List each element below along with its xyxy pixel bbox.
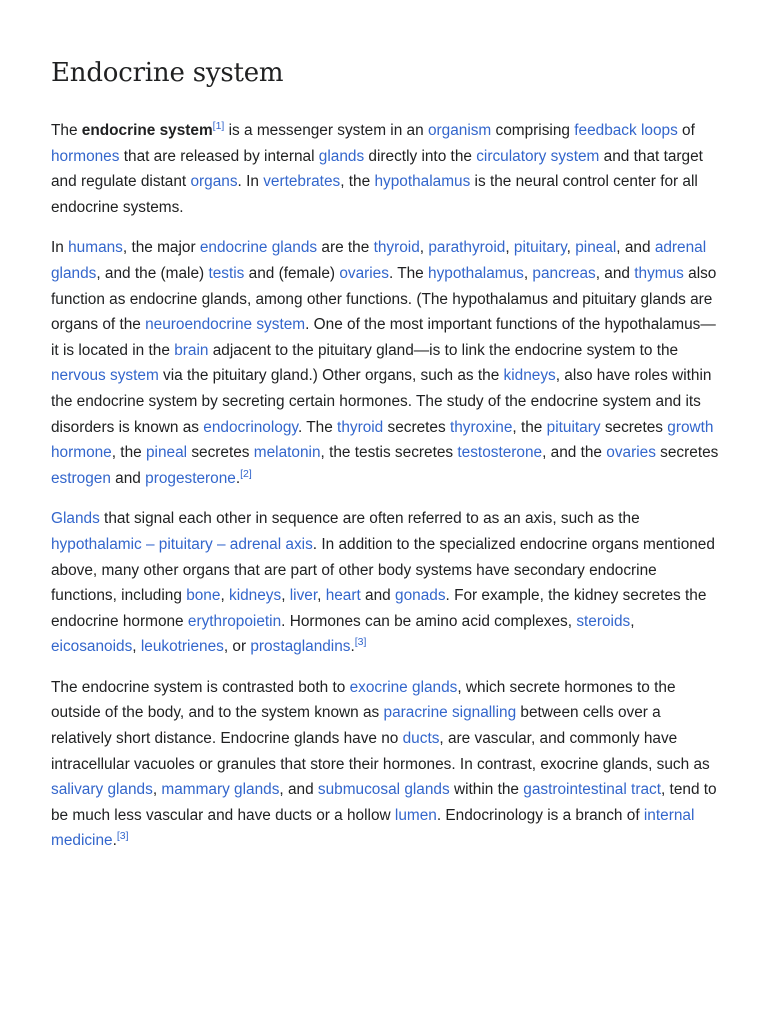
link-pituitary[interactable]: pituitary <box>546 418 601 436</box>
text-run: , <box>566 239 576 257</box>
text-run: . <box>350 638 355 656</box>
link-submucosal-glands[interactable]: submucosal glands <box>317 781 450 799</box>
text-run: via the pituitary gland.) Other organs, such as the <box>158 367 504 385</box>
text-run: . <box>235 469 241 487</box>
link-erythropoietin[interactable]: erythropoietin <box>187 612 282 630</box>
link-bone[interactable]: bone <box>186 587 221 605</box>
text-run: , which secrete hormones to the outside of the body, and to the system known as <box>51 678 676 722</box>
text-run: , tend to be much less vascular and have ducts or a hollow <box>51 781 717 824</box>
link-endocrinology[interactable]: endocrinology <box>203 418 298 436</box>
text-run: , the <box>340 173 375 191</box>
text-run: , and <box>279 781 318 799</box>
text-run: , and <box>616 239 655 257</box>
text-run: . One of the most important functions of the hypothalamus—it is located in the <box>51 316 716 359</box>
text-run: and <box>360 587 396 605</box>
link-mammary-glands[interactable]: mammary glands <box>161 781 280 799</box>
footnote-ref-3[interactable]: [3] <box>116 830 129 843</box>
link-estrogen[interactable]: estrogen <box>51 469 111 487</box>
bold-term: endocrine system <box>81 122 213 139</box>
link-thyroxine[interactable]: thyroxine <box>449 418 513 436</box>
text-run: that signal each other in sequence are often referred to as an axis, such as the <box>99 510 640 528</box>
paragraph-2 <box>51 235 723 491</box>
text-run: secretes <box>187 444 254 462</box>
link-leukotrienes[interactable]: leukotrienes <box>140 638 224 656</box>
text-run: , <box>132 638 141 656</box>
link-growth-hormone[interactable]: growth hormone <box>51 418 714 462</box>
text-run: and (female) <box>244 264 340 282</box>
text-run: . In <box>237 173 264 191</box>
link-testosterone[interactable]: testosterone <box>457 444 543 462</box>
text-run: , <box>317 587 326 605</box>
text-run: of <box>677 122 695 139</box>
link-brain[interactable]: brain <box>174 341 209 359</box>
link-lumen[interactable]: lumen <box>394 806 437 824</box>
text-run: . For example, the kidney secretes the endocrine hormone <box>51 587 707 630</box>
text-run: . The <box>388 264 429 282</box>
text-run: , and the (male) <box>96 264 209 282</box>
text-run: within the <box>449 781 524 799</box>
link-progesterone[interactable]: progesterone <box>145 469 236 487</box>
text-run: The <box>51 122 82 139</box>
text-run: and <box>110 469 146 487</box>
text-run: In <box>51 239 69 257</box>
link-liver[interactable]: liver <box>289 587 318 605</box>
text-run: , <box>630 612 635 630</box>
link-thyroid[interactable]: thyroid <box>373 239 420 257</box>
link-heart[interactable]: heart <box>325 587 361 605</box>
link-kidneys[interactable]: kidneys <box>503 367 556 385</box>
link-glands[interactable]: Glands <box>51 510 100 528</box>
page-title: Endocrine system <box>51 58 284 88</box>
link-pancreas[interactable]: pancreas <box>532 264 596 282</box>
text-run: The endocrine system is contrasted both to <box>51 678 350 696</box>
link-humans[interactable]: humans <box>68 239 123 257</box>
link-ovaries[interactable]: ovaries <box>339 264 389 282</box>
text-run: , and <box>595 264 635 282</box>
text-run: is the neural control center for all endocrine systems. <box>51 173 698 216</box>
text-run: , and the <box>542 444 607 462</box>
link-gastrointestinal-tract[interactable]: gastrointestinal tract <box>523 781 661 799</box>
link-neuroendocrine-system[interactable]: neuroendocrine system <box>145 316 306 334</box>
link-pineal[interactable]: pineal <box>145 444 188 462</box>
link-internal-medicine[interactable]: internal medicine <box>51 806 695 850</box>
text-run: , <box>281 587 290 605</box>
footnote-ref-3[interactable]: [3] <box>354 636 367 649</box>
link-organism[interactable]: organism <box>427 122 492 139</box>
footnote-ref-2[interactable]: [2] <box>240 467 252 480</box>
link-eicosanoids[interactable]: eicosanoids <box>51 638 133 656</box>
text-run: . The <box>297 418 338 436</box>
link-nervous-system[interactable]: nervous system <box>51 367 159 385</box>
link-steroids[interactable]: steroids <box>576 612 631 630</box>
paragraph-1 <box>51 118 723 220</box>
link-vertebrates[interactable]: vertebrates <box>263 173 341 191</box>
link-salivary-glands[interactable]: salivary glands <box>51 781 153 799</box>
text-run: , are vascular, and commonly have intracellular vacuoles or granules that store their hormones. In contrast, exocrine glands, such as <box>51 730 710 773</box>
text-run: . In addition to the specialized endocrine organs mentioned above, many other organs that are part of other body systems have secondary endocrine functions, including <box>51 535 715 605</box>
link-hypothalamic-pituitary-adrenal-axis[interactable]: hypothalamic – pituitary – adrenal axis <box>51 535 313 553</box>
text-run: and that target and regulate distant <box>51 147 703 191</box>
text-run: are the <box>317 239 374 257</box>
text-run: , the <box>111 444 146 462</box>
text-run: , the <box>512 418 547 436</box>
link-ducts[interactable]: ducts <box>402 730 440 748</box>
link-pituitary[interactable]: pituitary <box>513 239 567 257</box>
paragraph-4 <box>51 675 723 854</box>
text-run: between cells over a relatively short distance. Endocrine glands have no <box>51 704 661 748</box>
text-run: , <box>523 264 533 282</box>
text-run: directly into the <box>364 147 477 165</box>
link-glands[interactable]: glands <box>318 147 365 165</box>
link-thymus[interactable]: thymus <box>634 264 684 282</box>
text-run: secretes <box>600 418 668 436</box>
article-body <box>51 118 723 854</box>
link-testis[interactable]: testis <box>208 264 245 282</box>
link-parathyroid[interactable]: parathyroid <box>428 239 506 257</box>
link-ovaries[interactable]: ovaries <box>606 444 656 462</box>
link-paracrine-signalling[interactable]: paracrine signalling <box>383 704 517 722</box>
link-hormones[interactable]: hormones <box>51 147 120 165</box>
text-run: secretes <box>655 444 719 462</box>
article <box>51 50 723 869</box>
text-run: is a messenger system in an <box>224 122 428 139</box>
text-run: , or <box>223 638 251 656</box>
link-feedback-loops[interactable]: feedback loops <box>574 122 678 139</box>
text-run: . Endocrinology is a branch of <box>436 806 644 824</box>
text-run: comprising <box>491 122 575 139</box>
text-run: also function as endocrine glands, among other functions. (The hypothalamus and pituitary glands are organs of the <box>51 264 717 334</box>
link-prostaglandins[interactable]: prostaglandins <box>250 638 351 656</box>
text-run: , <box>505 239 514 257</box>
text-run: secretes <box>383 418 450 436</box>
link-thyroid[interactable]: thyroid <box>337 418 384 436</box>
text-run: , <box>419 239 429 257</box>
link-exocrine-glands[interactable]: exocrine glands <box>349 678 458 696</box>
link-adrenal-glands[interactable]: adrenal glands <box>51 239 707 282</box>
paragraph-3 <box>51 506 723 660</box>
text-run: that are released by internal <box>119 147 319 165</box>
link-hypothalamus[interactable]: hypothalamus <box>428 264 524 282</box>
link-hypothalamus[interactable]: hypothalamus <box>374 173 471 191</box>
link-melatonin[interactable]: melatonin <box>253 444 321 462</box>
text-run: , <box>220 587 229 605</box>
link-kidneys[interactable]: kidneys <box>229 587 282 605</box>
text-run: , also have roles within the endocrine system by secreting certain hormones. The study of the endocrine system and its disorders is known as <box>51 367 712 436</box>
text-run: , the testis secretes <box>320 444 458 462</box>
link-endocrine-glands[interactable]: endocrine glands <box>199 239 318 257</box>
text-run: . <box>112 832 117 850</box>
link-organs[interactable]: organs <box>190 173 238 191</box>
link-pineal[interactable]: pineal <box>575 239 617 257</box>
text-run: . Hormones can be amino acid complexes, <box>281 612 577 630</box>
text-run: , the major <box>122 239 200 257</box>
link-circulatory-system[interactable]: circulatory system <box>476 147 600 165</box>
link-gonads[interactable]: gonads <box>395 587 446 605</box>
text-run: , <box>152 781 162 799</box>
footnote-ref-1[interactable]: [1] <box>212 119 225 132</box>
text-run: adjacent to the pituitary gland—is to link the endocrine system to the <box>208 341 679 359</box>
